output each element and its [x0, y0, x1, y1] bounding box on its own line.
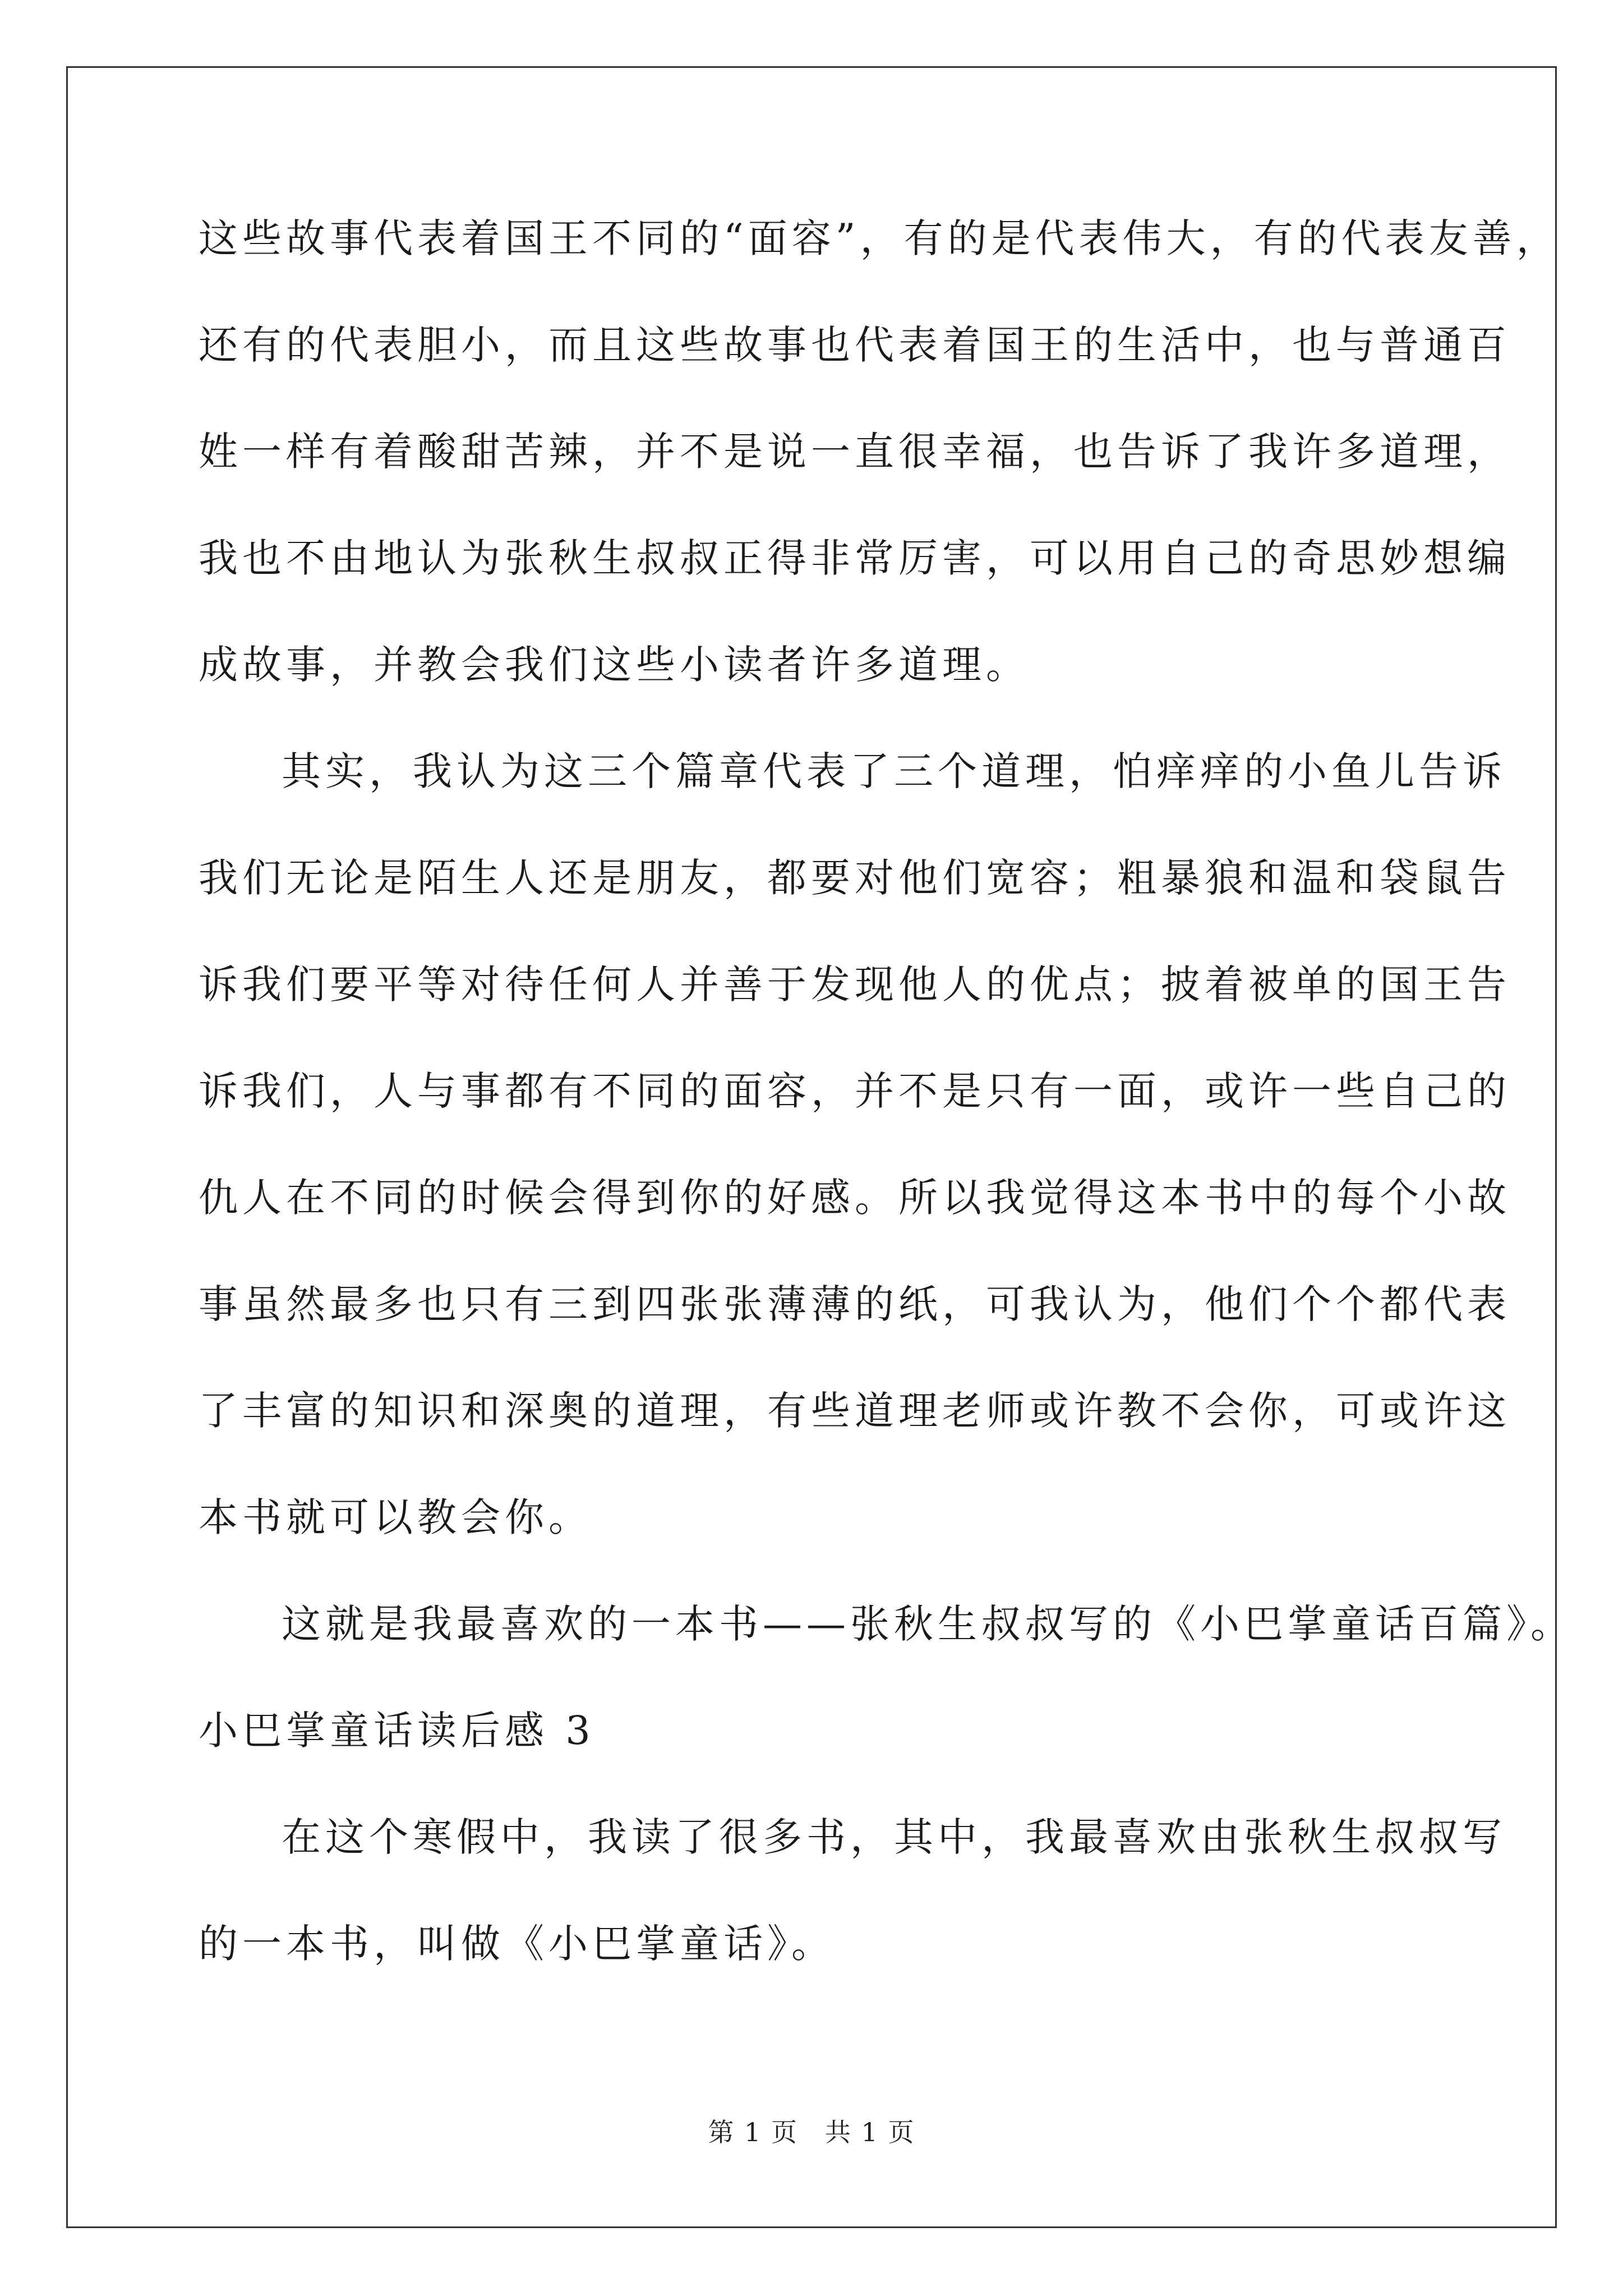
text-line: 在这个寒假中，我读了很多书，其中，我最喜欢由张秋生叔叔写 — [282, 1814, 1506, 1860]
page-border — [66, 66, 1557, 2228]
text-line: 事虽然最多也只有三到四张张薄薄的纸，可我认为，他们个个都代表 — [199, 1281, 1511, 1327]
text-line: 姓一样有着酸甜苦辣，并不是说一直很幸福，也告诉了我许多道理， — [199, 429, 1511, 475]
text-line: 这就是我最喜欢的一本书——张秋生叔叔写的《小巴掌童话百篇》。 — [282, 1601, 1574, 1647]
text-line: 这些故事代表着国王不同的“面容”，有的是代表伟大，有的代表友善， — [199, 215, 1560, 261]
text-line: 我们无论是陌生人还是朋友，都要对他们宽容；粗暴狼和温和袋鼠告 — [199, 855, 1511, 901]
text-line: 仇人在不同的时候会得到你的好感。所以我觉得这本书中的每个小故 — [199, 1175, 1511, 1221]
text-line: 诉我们要平等对待任何人并善于发现他人的优点；披着被单的国王告 — [199, 961, 1511, 1007]
text-line: 还有的代表胆小，而且这些故事也代表着国王的生活中，也与普通百 — [199, 322, 1511, 368]
text-line: 了丰富的知识和深奥的道理，有些道理老师或许教不会你，可或许这 — [199, 1388, 1511, 1434]
text-line: 诉我们，人与事都有不同的面容，并不是只有一面，或许一些自己的 — [199, 1068, 1511, 1114]
text-line: 我也不由地认为张秋生叔叔正得非常厉害，可以用自己的奇思妙想编 — [199, 535, 1511, 581]
page-footer: 第 1 页 共 1 页 — [708, 2117, 915, 2147]
text-line: 的一本书，叫做《小巴掌童话》。 — [199, 1921, 835, 1967]
text-line: 本书就可以教会你。 — [199, 1494, 592, 1540]
section-title: 小巴掌童话读后感 3 — [199, 1708, 595, 1754]
text-line: 其实，我认为这三个篇章代表了三个道理，怕痒痒的小鱼儿告诉 — [282, 748, 1506, 794]
text-line: 成故事，并教会我们这些小读者许多道理。 — [199, 642, 1030, 688]
